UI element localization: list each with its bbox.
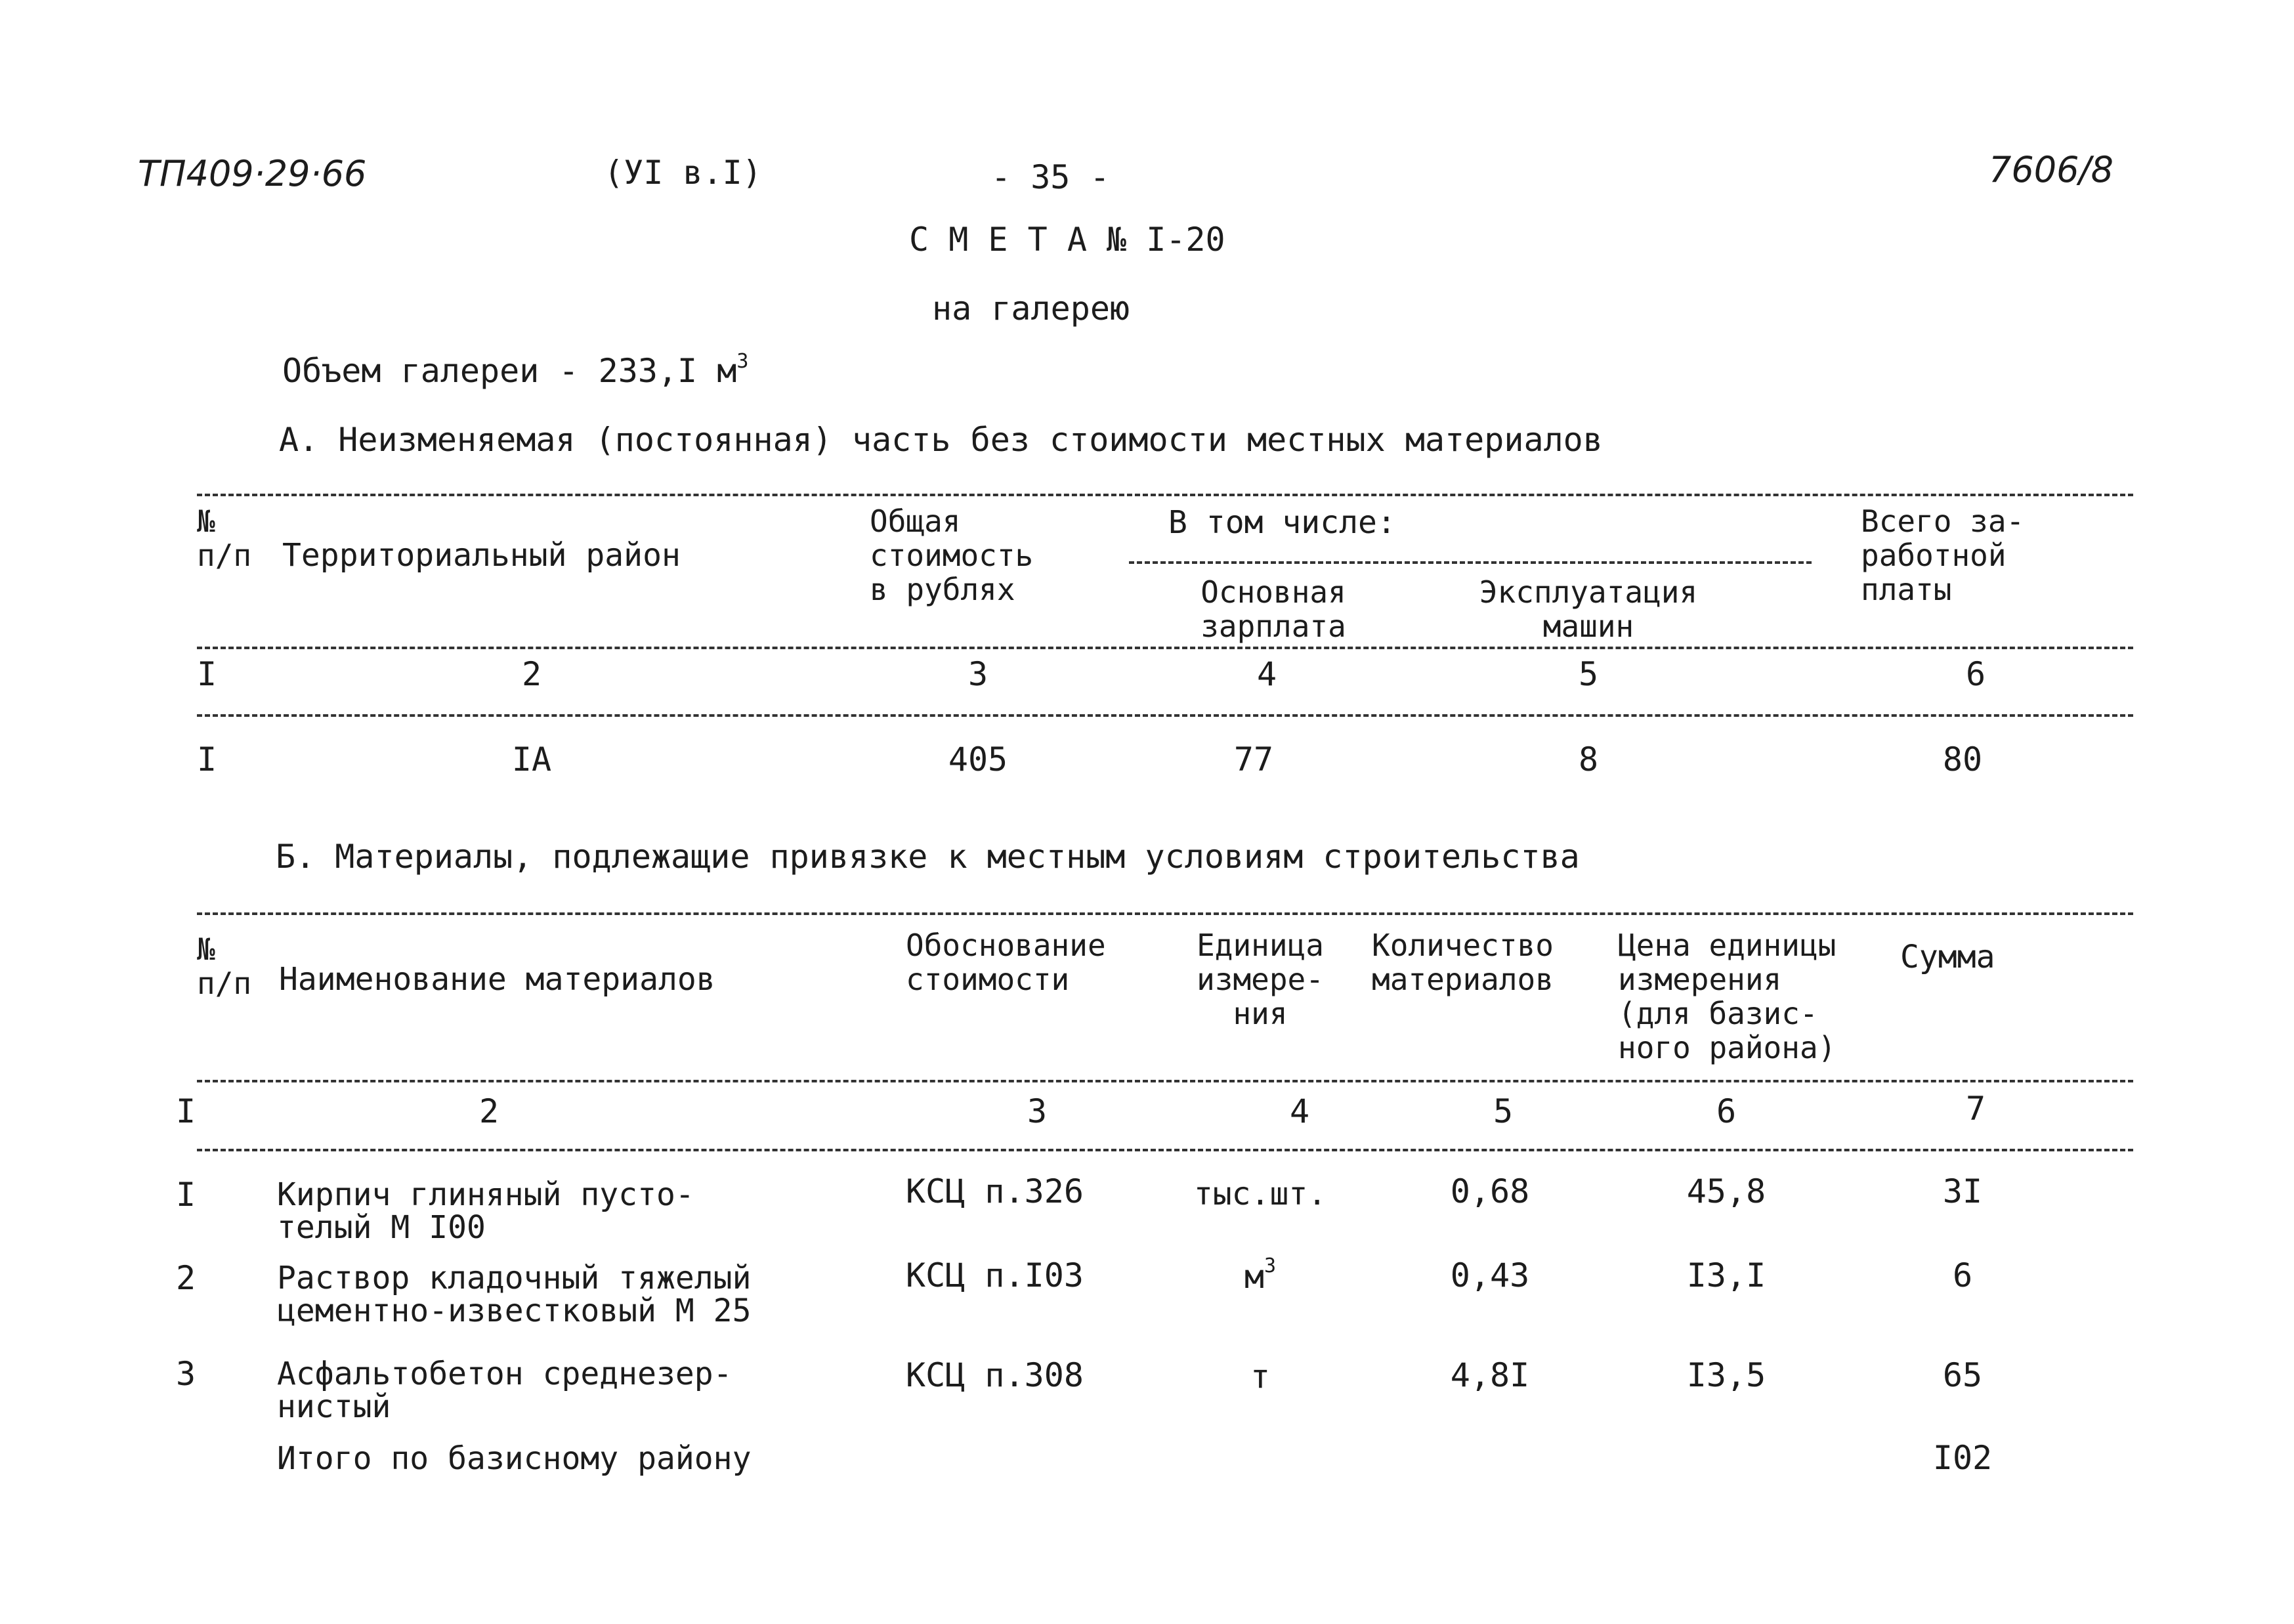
table-b-cell-material-name: Кирпич глиняный пусто- телый М I00: [277, 1176, 694, 1246]
table-b-header-num: № п/п: [197, 931, 252, 1001]
table-a-colnum-4: 4: [1256, 655, 1277, 693]
table-b-cell-sum: 6: [1952, 1256, 1973, 1294]
table-b-colnum-2: 2: [478, 1092, 499, 1130]
section-a-title: А. Неизменяемая (постоянная) часть без стоимости местных материалов: [279, 421, 1603, 459]
table-b-cell-num: 3: [176, 1355, 196, 1393]
table-a-top-rule: [197, 494, 2133, 496]
table-a-cell-base-wage: 77: [1233, 740, 1274, 779]
table-a-header-total-wage: Всего за- работной платы: [1861, 503, 2025, 607]
table-a-header-num: № п/п: [197, 503, 252, 573]
table-b-cell-quantity: 0,43: [1450, 1256, 1530, 1294]
table-b-colnum-4: 4: [1289, 1092, 1310, 1130]
table-a-colnum-1: I: [197, 655, 217, 693]
table-a-header-machine-operation: Эксплуатация машин: [1479, 574, 1698, 644]
table-a-cell-machine-operation: 8: [1578, 740, 1599, 779]
table-b-cell-sum: 65: [1942, 1356, 1983, 1394]
volume-label: (УI в.I): [604, 154, 762, 192]
table-a-colnum-2: 2: [521, 655, 542, 693]
table-a-header-base-wage: Основная зарплата: [1200, 574, 1346, 644]
table-b-cell-cost-basis: КСЦ п.326: [906, 1172, 1084, 1210]
table-a-colnum-5: 5: [1578, 655, 1599, 693]
table-b-header-material-name: Наименование материалов: [279, 961, 715, 998]
table-a-header-district: Территориальный район: [282, 537, 681, 574]
table-b-top-rule: [197, 912, 2133, 915]
table-b-cell-cost-basis: КСЦ п.I03: [906, 1256, 1084, 1294]
document-code: ТП409·29·66: [138, 153, 367, 194]
table-b-cell-unit-price: I3,5: [1686, 1356, 1766, 1394]
table-b-cell-material-name: Асфальтобетон среднезер- нистый: [277, 1356, 733, 1425]
estimate-subtitle: на галерею: [932, 289, 1130, 328]
table-b-colnum-5: 5: [1493, 1092, 1514, 1130]
table-b-cell-num: I: [176, 1176, 196, 1214]
page-number: - 35 -: [991, 158, 1110, 196]
table-b-colnum-1: I: [176, 1092, 196, 1130]
table-b-header-unit-price: Цена единицы измерения (для базис- ного района): [1618, 928, 1837, 1065]
table-a-header-including: В том числе:: [1168, 504, 1396, 541]
table-b-header-cost-basis: Обоснование стоимости: [906, 928, 1106, 997]
table-a-cell-total-cost: 405: [948, 740, 1008, 779]
table-b-cell-num: 2: [176, 1259, 196, 1297]
table-a-colnum-rule: [197, 714, 2133, 717]
table-b-colnum-rule: [197, 1149, 2133, 1151]
table-b-colnum-6: 6: [1716, 1092, 1737, 1130]
table-b-cell-material-name: Раствор кладочный тяжелый цементно-известковый М 25: [277, 1260, 752, 1329]
table-b-cell-quantity: 4,8I: [1450, 1356, 1530, 1394]
table-a-subheader-rule: [1129, 561, 1812, 564]
table-b-cell-sum: 3I: [1942, 1172, 1983, 1210]
table-b-header-sum: Сумма: [1900, 939, 1995, 975]
archive-number: 7606/8: [1989, 149, 2113, 190]
table-b-colnum-3: 3: [1027, 1092, 1048, 1130]
table-b-header-rule: [197, 1080, 2133, 1082]
estimate-title: С М Е Т А № I-20: [909, 221, 1225, 259]
table-b-colnum-7: 7: [1965, 1090, 1986, 1128]
table-a-colnum-6: 6: [1965, 655, 1986, 693]
table-b-total-value: I02: [1932, 1439, 1993, 1477]
table-a-header-rule: [197, 647, 2133, 649]
table-b-cell-unit: т: [1250, 1357, 1271, 1396]
table-b-header-quantity: Количество материалов: [1372, 928, 1554, 997]
table-a-colnum-3: 3: [967, 655, 988, 693]
table-b-cell-unit: $м^3$: [1244, 1254, 1277, 1296]
table-a-cell-num: I: [197, 740, 217, 779]
table-b-total-label: Итого по базисному району: [277, 1440, 752, 1477]
table-b-cell-quantity: 0,68: [1450, 1172, 1530, 1210]
gallery-volume: Объем галереи - 233,I $м^3$: [282, 350, 749, 390]
section-b-title: Б. Материалы, подлежащие привязке к местным условиям строительства: [276, 838, 1580, 876]
table-b-cell-cost-basis: КСЦ п.308: [906, 1356, 1084, 1394]
table-a-header-total-cost: Общая стоимость в рублях: [870, 503, 1034, 607]
table-a-cell-district: IA: [511, 740, 552, 779]
table-b-cell-unit-price: I3,I: [1686, 1256, 1766, 1294]
table-b-header-unit: Единица измере- ния: [1197, 928, 1324, 1031]
table-b-cell-unit-price: 45,8: [1686, 1172, 1766, 1210]
table-b-cell-unit: тыс.шт.: [1193, 1176, 1327, 1212]
table-a-cell-total-wage: 80: [1942, 740, 1983, 779]
